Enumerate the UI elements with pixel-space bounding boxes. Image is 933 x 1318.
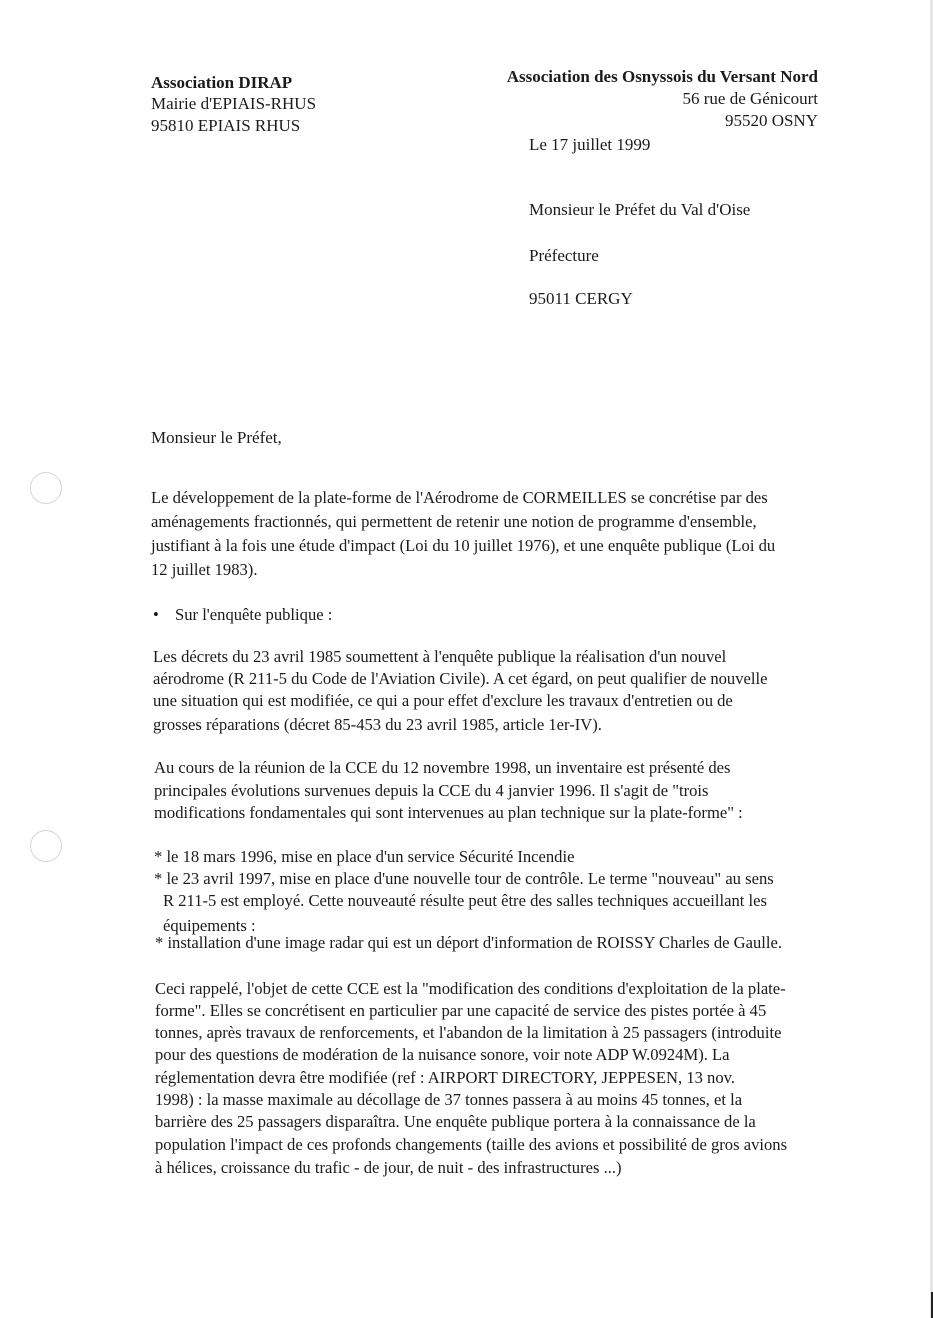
paragraph-line: Les décrets du 23 avril 1985 soumettent à l'enquête publique la réalisation d'un nouvel xyxy=(153,647,727,666)
list-item: * installation d'une image radar qui est un déport d'information de ROISSY Charles de Gaulle. xyxy=(155,933,783,952)
punch-hole-mark xyxy=(30,472,62,504)
paragraph-line: réglementation devra être modifiée (ref : AIRPORT DIRECTORY, JEPPESEN, 13 nov. xyxy=(155,1068,736,1087)
punch-hole-mark xyxy=(30,830,62,862)
recipient-line: 95011 CERGY xyxy=(529,289,633,308)
list-item-continuation: R 211-5 est employé. Cette nouveauté résulte peut être des salles techniques accueillant les xyxy=(163,891,767,910)
paragraph-line: aménagements fractionnés, qui permettent de retenir une notion de programme d'ensemble, xyxy=(151,512,757,531)
paragraph-line: justifiant à la fois une étude d'impact (Loi du 10 juillet 1976), et une enquête publique (Loi du xyxy=(151,536,776,555)
cosender-address-line: 95520 OSNY xyxy=(724,111,818,130)
paragraph-line: population l'impact de ces profonds changements (taille des avions et possibilité de gros avions xyxy=(155,1135,788,1154)
sender-name: Association DIRAP xyxy=(151,73,293,92)
paragraph-line: Ceci rappelé, l'objet de cette CCE est la "modification des conditions d'exploitation de la plate- xyxy=(155,979,786,998)
sender-address-line: 95810 EPIAIS RHUS xyxy=(151,116,301,135)
section-heading: Sur l'enquête publique : xyxy=(175,605,333,624)
list-item: * le 23 avril 1997, mise en place d'une nouvelle tour de contrôle. Le terme "nouveau" au sens xyxy=(154,869,774,888)
paragraph-line: tonnes, après travaux de renforcements, et l'abandon de la limitation à 25 passagers (introduite xyxy=(155,1023,782,1042)
paragraph-line: 12 juillet 1983). xyxy=(151,560,258,579)
paragraph-line: grosses réparations (décret 85-453 du 23 avril 1985, article 1er-IV). xyxy=(153,715,602,734)
list-item-continuation: équipements : xyxy=(163,916,256,935)
sender-address-line: Mairie d'EPIAIS-RHUS xyxy=(151,94,317,113)
paragraph-line: forme". Elles se concrétisent en particulier par une capacité de service des pistes portée à 45 xyxy=(155,1001,767,1020)
paragraph-line: 1998) : la masse maximale au décollage de 37 tonnes passera à au moins 45 tonnes, et la xyxy=(155,1090,743,1109)
paragraph-line: modifications fondamentales qui sont intervenues au plan technique sur la plate-forme" : xyxy=(154,803,743,822)
paragraph-line: aérodrome (R 211-5 du Code de l'Aviation Civile). A cet égard, on peut qualifier de nouvelle xyxy=(153,669,768,688)
recipient-line: Monsieur le Préfet du Val d'Oise xyxy=(529,200,751,219)
paragraph-line: une situation qui est modifiée, ce qui a pour effet d'exclure les travaux d'entretien ou de xyxy=(153,691,733,710)
paragraph-line: Le développement de la plate-forme de l'Aérodrome de CORMEILLES se concrétise par des xyxy=(151,488,768,507)
list-item: * le 18 mars 1996, mise en place d'un service Sécurité Incendie xyxy=(154,847,575,866)
recipient-line: Préfecture xyxy=(529,246,599,265)
cosender-name: Association des Osnyssois du Versant Nord xyxy=(506,67,818,86)
letter-date: Le 17 juillet 1999 xyxy=(529,135,651,154)
paragraph-line: à hélices, croissance du trafic - de jour, de nuit - des infrastructures ...) xyxy=(155,1158,622,1177)
bullet-point: • xyxy=(153,605,159,624)
paragraph-line: barrière des 25 passagers disparaîtra. Une enquête publique portera à la connaissance de la xyxy=(155,1112,756,1131)
paragraph-line: pour des questions de modération de la nuisance sonore, voir note ADP W.0924M). La xyxy=(155,1045,730,1064)
salutation: Monsieur le Préfet, xyxy=(151,428,282,447)
cosender-address-line: 56 rue de Génicourt xyxy=(682,89,818,108)
paragraph-line: Au cours de la réunion de la CCE du 12 novembre 1998, un inventaire est présenté des xyxy=(154,758,731,777)
paragraph-line: principales évolutions survenues depuis la CCE du 4 janvier 1996. Il s'agit de "trois xyxy=(154,781,709,800)
